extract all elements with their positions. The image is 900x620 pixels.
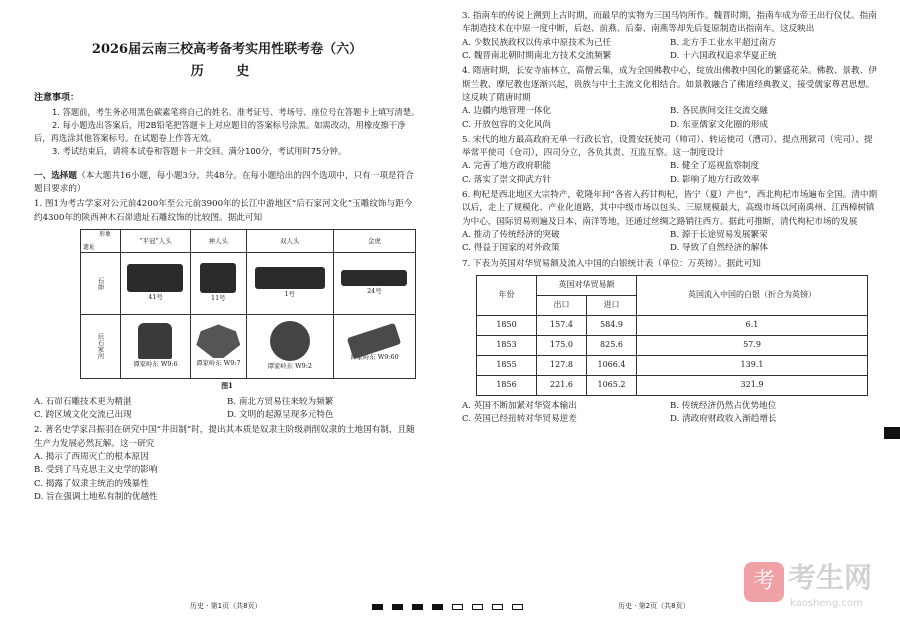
right-page	[450, 0, 900, 620]
section-title: 一、选择题	[34, 170, 77, 181]
jade-carving-image	[196, 324, 240, 358]
section-header	[34, 170, 420, 197]
table-row	[477, 355, 868, 375]
header-year: 年份	[477, 275, 537, 315]
question-4	[462, 65, 878, 132]
question-stem: 5. 宋代的地方最高政府无单一行政长官，设置安抚使司（帅司）、转运使司（漕司）、提点刑狱司（宪司）、提举常平使司（仓司），四司分立，各负其责、互监互察。这一制度设计	[462, 134, 873, 159]
table-row	[477, 335, 868, 355]
options	[34, 451, 420, 504]
table-cell: 1855	[477, 355, 537, 375]
image-caption: 谭家岭东 W9:60	[350, 353, 399, 362]
table-cell: 175.0	[537, 335, 587, 355]
question-stem: 1. 图1为考古学家对公元前4200年至公元前3900年的长江中游地区“后石家河文化”玉雕纹饰与距今约4300年的陕西神木石峁遗址石雕纹饰的比较图。据此可知	[34, 199, 413, 223]
table-row	[477, 375, 868, 395]
exam-title: 2026届云南三校高考备考实用性联考卷（六）	[91, 42, 363, 57]
table-cell: 127.8	[537, 355, 587, 375]
option-d: D. 东亚儒家文化圈的形成	[670, 119, 768, 130]
table-cell: 584.9	[587, 315, 637, 335]
option-c: C. 落实了崇文抑武方针	[462, 174, 552, 185]
option-b: B. 传统经济仍然占优势地位	[670, 400, 777, 411]
option-d: D. 清政府财政收入渐趋增长	[670, 414, 777, 425]
image-caption: 谭家岭东 W9:6	[133, 360, 178, 369]
image-caption: 24号	[367, 287, 382, 296]
trade-table	[476, 275, 868, 396]
option-b: B. 受到了马克思主义史学的影响	[34, 465, 158, 476]
table-cell: 1065.2	[587, 375, 637, 395]
table-row	[477, 315, 868, 335]
figure-cell	[333, 252, 415, 314]
image-caption: 1号	[284, 290, 295, 299]
figure-1-table	[80, 229, 416, 379]
table-cell: 1856	[477, 375, 537, 395]
option-a: A. 石峁石雕技术更为精湛	[34, 396, 132, 407]
notice	[34, 92, 420, 157]
header-import: 进口	[587, 295, 637, 315]
option-b: B. 各民族间交往交流交融	[670, 106, 768, 117]
options	[462, 160, 878, 187]
figure-cell	[121, 314, 191, 378]
figure-cell	[246, 314, 333, 378]
question-3	[462, 10, 878, 63]
question-6	[462, 189, 878, 256]
question-2	[34, 424, 420, 504]
image-caption: 41号	[148, 293, 163, 302]
table-cell: 6.1	[637, 315, 868, 335]
option-b: B. 北方手工业水平超过南方	[670, 37, 777, 48]
figure-cell	[190, 314, 246, 378]
col-header: 双人头	[246, 229, 333, 252]
option-d: D. 旨在强调土地私有制的优越性	[34, 491, 158, 502]
option-d: D. 文明的起源呈现多元特色	[227, 410, 334, 421]
table-cell: 825.6	[587, 335, 637, 355]
watermark-logo-icon: 考	[744, 562, 784, 602]
question-stem: 2. 著名史学家吕振羽在研究中国“井田制”时，提出其本质是奴隶主阶级剥削奴隶的土地国有制，且随生产力发展必然瓦解。这一研究	[34, 425, 415, 449]
stone-carving-image	[255, 267, 325, 289]
notice-item: 3. 考试结束后，请将本试卷和答题卡一并交回。满分100分，考试用时75分钟。	[52, 145, 347, 156]
watermark-text: 考生网	[788, 561, 873, 594]
mark	[392, 604, 403, 610]
corner-bottom: 遗址	[83, 243, 96, 251]
figure-cell	[190, 252, 246, 314]
stone-carving-image	[200, 263, 236, 293]
table-cell: 157.4	[537, 315, 587, 335]
stone-carving-image	[127, 264, 183, 292]
header-trade: 英国对华贸易额	[537, 275, 637, 295]
table-cell: 1850	[477, 315, 537, 335]
options	[462, 229, 878, 256]
options	[462, 105, 878, 132]
option-d: D. 十六国政权追求华夏正统	[670, 50, 777, 61]
option-c: C. 跨区域文化交流已出现	[34, 410, 132, 421]
watermark-url: kaosheng.com	[790, 598, 863, 609]
corner-top: 形象	[98, 230, 111, 238]
figure-cell	[333, 314, 415, 378]
notice-heading: 注意事项：	[34, 93, 80, 104]
image-caption: 11号	[211, 294, 226, 303]
question-5	[462, 134, 878, 187]
table-cell: 57.9	[637, 335, 868, 355]
option-b: B. 源于长途贸易发展繁荣	[670, 230, 768, 240]
image-caption: 谭家岭东 W9:7	[196, 359, 241, 368]
option-a: A. 揭示了西周灭亡的根本原因	[34, 452, 149, 462]
table-cell: 221.6	[537, 375, 587, 395]
options	[34, 396, 420, 423]
page-footer-left: 历史 · 第1页（共8页）	[190, 602, 262, 611]
mark	[432, 604, 443, 610]
side-tab-marker	[884, 427, 900, 439]
figure-cell	[121, 252, 191, 314]
table-cell: 139.1	[637, 355, 868, 375]
figure-cell	[246, 252, 333, 314]
exam-subject: 历 史	[190, 64, 264, 80]
option-a: A. 完善了地方政府职能	[462, 161, 552, 172]
option-d: D. 影响了地方行政效率	[670, 174, 760, 185]
stone-carving-image	[341, 270, 407, 286]
option-a: A. 少数民族政权以传承中原技术为己任	[462, 37, 612, 48]
corner-cell	[81, 229, 121, 252]
option-a: A. 推动了传统经济的突破	[462, 230, 560, 240]
question-stem: 6. 枸杞是西北地区大宗特产，乾隆年间“各省入药甘枸杞，皆宁（夏）产也”，西北枸杞市场遍布全国。清中期以后，走上了规模化、产业化道路，其中中级市场以包头、三原规模最大，高级市场以河南禹州、江西樟树镇为中心，国际贸易则遍及日本、南洋等地，还通过丝绸之路销往西方。据此可推断，清代枸杞市场的发展	[462, 190, 878, 227]
question-7	[462, 258, 878, 427]
mark	[372, 604, 383, 610]
table-cell: 1853	[477, 335, 537, 355]
options	[462, 37, 878, 64]
option-c: C. 魏晋南北朝时期南北方技术交流频繁	[462, 50, 612, 61]
jade-carving-image	[270, 321, 310, 361]
option-a: A. 英国不断加紧对华资本输出	[462, 400, 577, 411]
option-c: C. 开放包容的文化风尚	[462, 119, 552, 130]
option-b: B. 南北方贸易往来较为频繁	[227, 396, 334, 407]
options	[462, 400, 878, 427]
option-c: C. 得益于国家的对外政策	[462, 243, 560, 254]
table-cell: 321.9	[637, 375, 868, 395]
header-export: 出口	[537, 295, 587, 315]
question-1	[34, 198, 420, 422]
col-header: 金虎	[333, 229, 415, 252]
option-d: D. 导致了自然经济的解体	[670, 243, 768, 254]
option-b: B. 健全了巡视监察制度	[670, 161, 760, 172]
row-header: 后石家河	[81, 314, 121, 378]
question-stem: 4. 隋唐时期，长安寺庙林立，高僧云集，成为全国佛教中心，绽放出佛教中国化的繁盛花朵。佛教、景教、伊斯兰教、摩尼教也逐渐兴起，贵族与中土主流文化相结合。如景教融合了佛道经典教义，接受儒家尊君思想。这反映了隋唐时期	[462, 66, 877, 103]
question-stem: 7. 下表为英国对华贸易额及流入中国的白银统计表（单位：万英镑）。据此可知	[462, 258, 761, 269]
option-c: C. 揭露了奴隶主统治的残暴性	[34, 478, 149, 489]
image-caption: 谭家岭东 W9:2	[267, 362, 312, 371]
option-c: C. 英国已经扭转对华贸易逆差	[462, 414, 577, 425]
notice-item: 2. 每小题选出答案后，用2B铅笔把答题卡上对应题目的答案标号涂黑。如需改动，用橡皮擦干净后，再选涂其他答案标号。在试题卷上作答无效。	[34, 120, 406, 143]
table-cell: 1066.4	[587, 355, 637, 375]
jade-carving-image	[138, 323, 172, 359]
watermark	[744, 556, 894, 614]
header-silver: 英国流入中国的白银（折合为英镑）	[637, 275, 868, 315]
col-header: “平冠”人头	[121, 229, 191, 252]
row-header: 石峁	[81, 252, 121, 314]
option-a: A. 边疆内地管理一体化	[462, 106, 552, 117]
notice-item: 1. 答题前，考生务必用黑色碳素笔将自己的姓名、准考证号、考场号、座位号在答题卡上填写清楚。	[52, 107, 420, 118]
section-desc: （本大题共16小题，每小题3分，共48分。在每小题给出的四个选项中，只有一项是符合题目要求的）	[34, 170, 414, 194]
mark	[412, 604, 423, 610]
page-footer-right: 历史 · 第2页（共8页）	[618, 602, 690, 611]
col-header: 神人头	[190, 229, 246, 252]
figure-caption: 图1	[221, 380, 233, 390]
question-stem: 3. 指南车的传说上溯到上古时期，而最早的实物为三国马钧所作。魏晋时期，指南车成为帝王出行仪仗。指南车制造技术在中原一度中断，后赵、前燕、后秦、南燕等却先后复原制造出指南车。这反映出	[462, 11, 877, 35]
